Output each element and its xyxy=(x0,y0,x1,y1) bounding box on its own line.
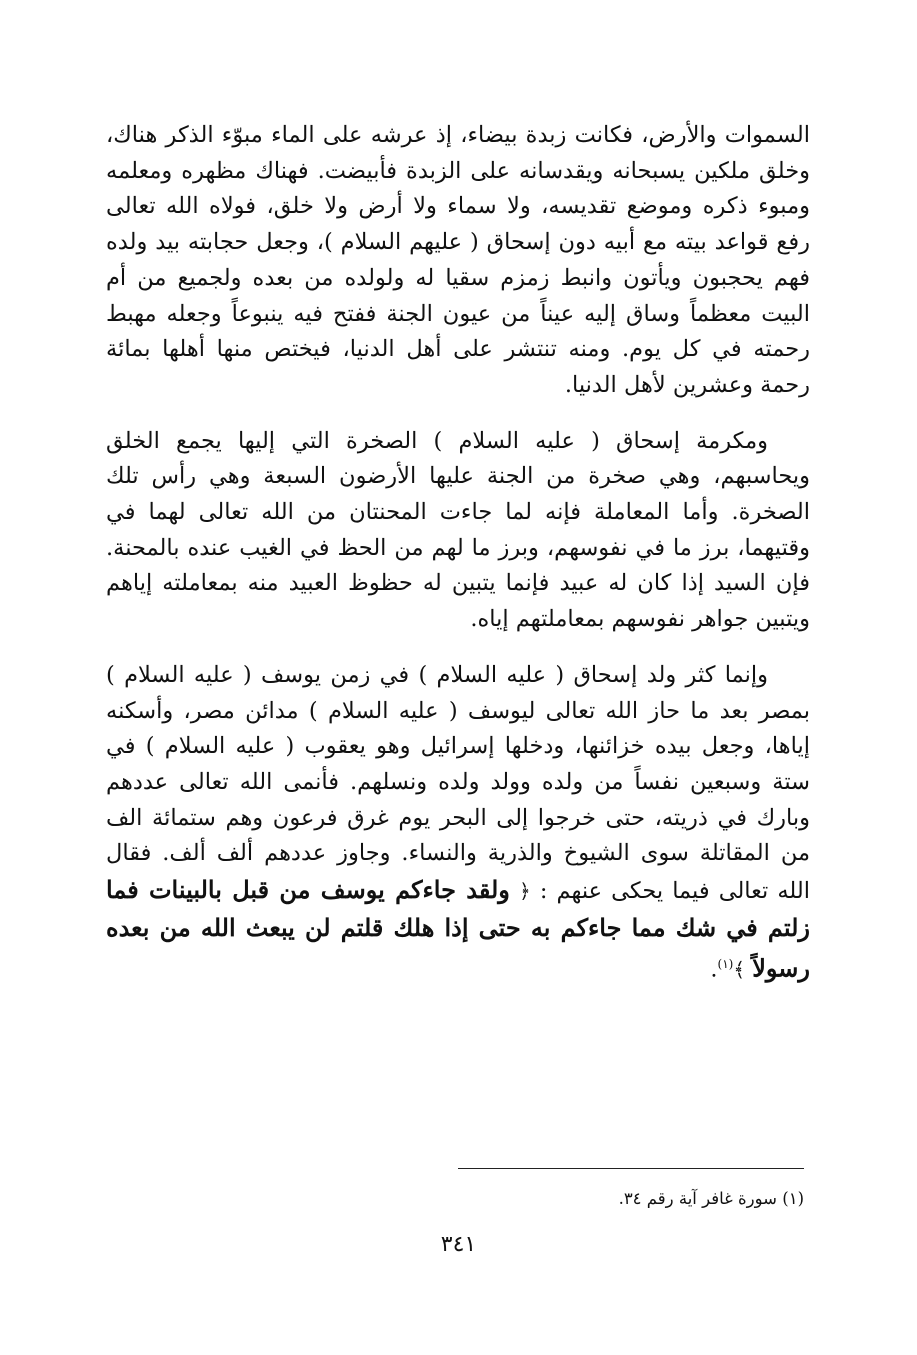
paragraph-3 xyxy=(106,658,810,989)
paragraph-3-tail: . xyxy=(710,956,718,983)
page-number: ٣٤١ xyxy=(440,1232,477,1257)
paragraph-3-text: وإنما كثر ولد إسحاق ( عليه السلام ) في زمن يوسف ( عليه السلام ) بمصر بعد ما حاز الله تعالى ليوسف ( عليه السلام ) مدائن مصر، وأسكنه إياها، وجعل بيده خزائنها، ودخلها إسرائيل وهو يعقوب ( عليه السلام ) في ستة وسبعين نفساً من ولده وولد ولده ونسلهم. فأنمى الله تعالى عددهم وبارك في ذريته، حتى خرجوا إلى البحر يوم غرق فرعون وهم ستمائة الف من المقاتلة سوى الشيوخ والذرية والنساء. وجاوز عددهم ألف ألف. فقال الله تعالى فيما يحكى عنهم : xyxy=(106,661,810,905)
body-text xyxy=(106,118,810,989)
paragraph-1 xyxy=(106,118,810,404)
paragraph-2-text: ومكرمة إسحاق ( عليه السلام ) الصخرة التي إليها يجمع الخلق ويحاسبهم، وهي صخرة من الجنة عليها الأرضون السبعة وهي رأس تلك الصخرة. وأما المعاملة فإنه لما جاءت المحنتان من الله تعالى لهما في وقتيهما، برز ما في نفوسهم، وبرز ما لهم من الحظ في الغيب عنده بالمحنة. فإن السيد إذا كان له عبيد فإنما يتبين له حظوظ العبيد منه بمعاملته إياهم ويتبين جواهر نفوسهم بمعاملتهم إياه. xyxy=(106,427,810,633)
footnote-reference: (١) xyxy=(717,957,734,972)
paragraph-2 xyxy=(106,424,810,638)
footnote-divider xyxy=(458,1168,804,1169)
footnote: (١) سورة غافر آية رقم ٣٤. xyxy=(618,1189,804,1208)
quran-verse: ولقد جاءكم يوسف من قبل بالبينات فما زلتم في شك مما جاءكم به حتى إذا هلك قلتم لن يبعث الله من بعده رسولاً xyxy=(106,875,810,983)
quran-ornament-open: ﴿ xyxy=(519,879,531,904)
paragraph-1-text: السموات والأرض، فكانت زبدة بيضاء، إذ عرشه على الماء مبوّء الذكر هناك، وخلق ملكين يسبحانه ويقدسانه على الزبدة فأبيضت. فهناك مظهره ومعلمه ومبوء ذكره وموضع تقديسه، ولا سماء ولا أرض ولا خلق، فولاه الله تعالى رفع قواعد بيته مع أبيه دون إسحاق ( عليهم السلام )، وجعل حجابته بيد ولده فهم يحجبون ويأتون وانبط زمزم سقيا له ولولده من بعده ولجميع من أم البيت معظماً وساق إليه عيناً من عيون الجنة ففتح فيه ينبوعاً وجعله مهبط رحمته في كل يوم. ومنه تنتشر على أهل الدنيا، فيختص منها أهلها بمائة رحمة وعشرين لأهل الدنيا. xyxy=(106,122,810,398)
quran-ornament-close: ﴾ xyxy=(733,957,746,982)
